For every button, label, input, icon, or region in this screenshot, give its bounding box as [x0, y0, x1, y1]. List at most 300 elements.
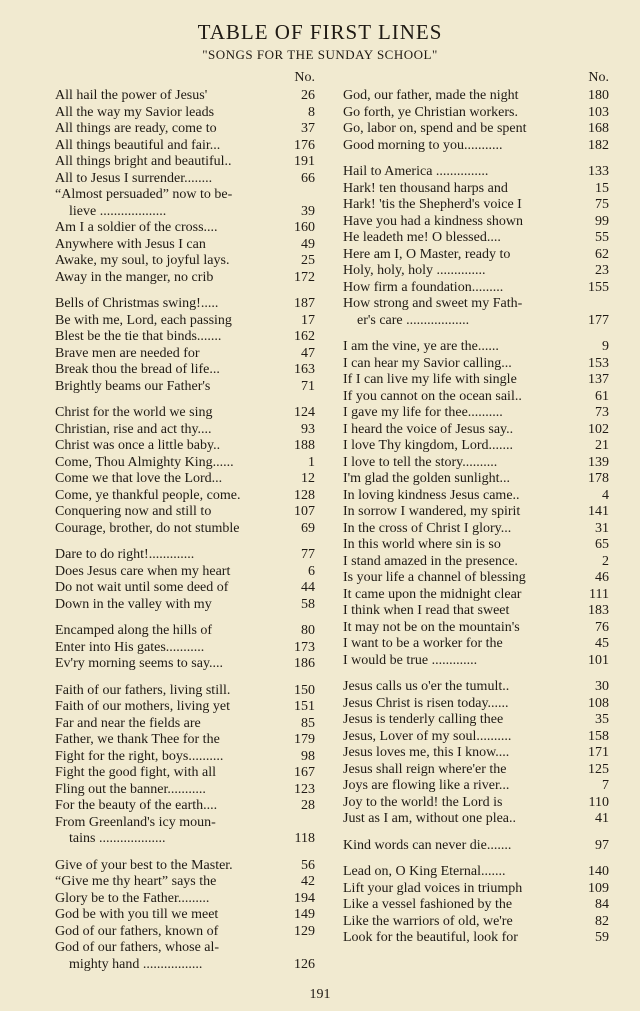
first-line-text: All things beautiful and fair... — [55, 137, 221, 153]
hymn-number: 139 — [588, 454, 609, 470]
hymn-number: 103 — [588, 104, 609, 120]
first-line-entry — [55, 699, 315, 716]
hymn-number: 126 — [294, 956, 315, 972]
hymn-number: 73 — [595, 405, 609, 420]
first-line-entry — [343, 729, 609, 746]
hymn-number: 28 — [301, 798, 315, 813]
first-line-entry — [55, 88, 315, 105]
hymn-number: 102 — [588, 421, 609, 437]
first-line-text: Go forth, ye Christian workers. — [343, 104, 518, 120]
hymn-number: 162 — [294, 329, 315, 344]
first-line-entry — [343, 356, 609, 373]
hymn-number: 186 — [294, 656, 315, 671]
first-line-entry — [55, 296, 315, 313]
first-line-entry — [55, 891, 315, 908]
first-line-text: I love Thy kingdom, Lord....... — [343, 438, 514, 453]
first-line-text: I gave my life for thee.......... — [343, 405, 503, 420]
first-line-entry — [343, 88, 609, 105]
first-line-text: Lead on, O King Eternal....... — [343, 864, 506, 879]
first-line-text: Come we that love the Lord... — [55, 471, 223, 486]
first-line-text: Fight the good fight, with all — [55, 765, 216, 780]
first-line-text: How firm a foundation......... — [343, 279, 504, 295]
hymn-number: 30 — [595, 679, 609, 694]
first-line-entry — [55, 405, 315, 422]
hymn-number: 172 — [294, 269, 315, 285]
first-line-entry — [343, 620, 609, 637]
first-line-text: er's care .................. — [357, 312, 470, 328]
hymn-number: 171 — [588, 745, 609, 760]
first-line-text: Christ for the world we sing — [55, 405, 213, 420]
first-line-entry — [55, 907, 315, 924]
group-spacer — [55, 286, 315, 296]
hymn-number: 71 — [301, 378, 315, 394]
hymn-number: 125 — [588, 761, 609, 777]
hymn-number: 39 — [301, 203, 315, 219]
hymn-number: 8 — [308, 104, 315, 120]
hymn-number: 124 — [294, 405, 315, 420]
first-line-text: Faith of our mothers, living yet — [55, 699, 230, 714]
first-line-text: It came upon the midnight clear — [343, 586, 522, 602]
first-line-text: All things bright and beautiful.. — [55, 154, 232, 169]
hymn-number: 23 — [595, 263, 609, 278]
hymn-number: 153 — [588, 355, 609, 371]
first-line-text: All hail the power of Jesus' — [55, 88, 208, 103]
group-spacer — [55, 537, 315, 547]
hymn-number: 17 — [301, 312, 315, 328]
first-line-text: Good morning to you........... — [343, 137, 503, 153]
hymn-number: 118 — [294, 831, 315, 846]
first-line-text: Give of your best to the Master. — [55, 857, 233, 873]
first-line-text: Come, ye thankful people, come. — [55, 487, 241, 503]
hymn-number: 25 — [301, 253, 315, 268]
first-line-text: Like a vessel fashioned by the — [343, 897, 513, 912]
first-line-entry — [55, 471, 315, 488]
hymn-number: 6 — [308, 563, 315, 579]
first-line-entry — [55, 253, 315, 270]
hymn-number: 111 — [589, 586, 609, 602]
hymn-number: 65 — [595, 537, 609, 552]
first-line-entry — [343, 247, 609, 264]
hymn-number: 84 — [595, 897, 609, 912]
first-line-entry — [55, 924, 315, 941]
hymn-number: 188 — [294, 438, 315, 453]
first-line-text: How strong and sweet my Fath- — [343, 296, 523, 311]
first-line-entry — [55, 683, 315, 700]
first-line-text: Anywhere with Jesus I can — [55, 236, 206, 252]
hymn-number: 173 — [294, 639, 315, 655]
first-line-entry — [55, 623, 315, 640]
hymn-number: 77 — [301, 547, 315, 562]
hymn-number: 133 — [588, 164, 609, 179]
first-line-text: If I can live my life with single — [343, 372, 517, 387]
first-line-text: Lift your glad voices in triumph — [343, 880, 523, 896]
hymn-number: 55 — [595, 230, 609, 245]
first-line-text: Brave men are needed for — [55, 345, 200, 361]
first-line-text: Jesus Christ is risen today...... — [343, 695, 509, 711]
right-column — [343, 68, 609, 947]
hymn-number: 97 — [595, 837, 609, 853]
first-line-text: Break thou the bread of life... — [55, 362, 220, 377]
first-line-text: Like the warriors of old, we're — [343, 913, 513, 929]
hymn-number: 44 — [301, 580, 315, 595]
first-line-entry — [343, 313, 609, 330]
first-line-entry — [55, 379, 315, 396]
hymn-number: 62 — [595, 246, 609, 262]
hymn-number: 1 — [308, 454, 315, 470]
first-line-entry — [55, 858, 315, 875]
first-line-text: Joy to the world! the Lord is — [343, 794, 503, 810]
hymn-number: 99 — [595, 213, 609, 229]
hymn-number: 149 — [294, 907, 315, 922]
hymn-number: 35 — [595, 712, 609, 727]
first-line-entry — [343, 778, 609, 795]
hymn-number: 47 — [301, 345, 315, 361]
first-line-entry — [55, 732, 315, 749]
first-line-entry — [55, 270, 315, 287]
first-line-entry — [343, 696, 609, 713]
first-line-entry — [343, 280, 609, 297]
hymn-number: 61 — [595, 388, 609, 404]
first-line-entry — [343, 263, 609, 280]
first-line-text: Faith of our fathers, living still. — [55, 682, 231, 698]
first-line-text: Am I a soldier of the cross.... — [55, 220, 218, 235]
first-line-entry — [55, 765, 315, 782]
hymn-number: 66 — [301, 170, 315, 186]
first-line-text: Does Jesus care when my heart — [55, 563, 231, 579]
first-line-entry — [343, 570, 609, 587]
hymn-number: 180 — [588, 88, 609, 103]
first-line-text: Come, Thou Almighty King...... — [55, 454, 234, 470]
first-line-entry — [343, 603, 609, 620]
hymn-number: 56 — [301, 857, 315, 873]
group-spacer — [55, 395, 315, 405]
first-line-entry — [343, 471, 609, 488]
hymn-number: 123 — [294, 781, 315, 797]
group-spacer — [343, 669, 609, 679]
first-line-text: Conquering now and still to — [55, 504, 212, 519]
first-line-entry — [55, 831, 315, 848]
first-line-entry — [343, 455, 609, 472]
group-spacer — [343, 329, 609, 339]
left-column — [55, 68, 315, 973]
first-line-entry — [343, 521, 609, 538]
first-line-entry — [55, 154, 315, 171]
hymn-number: 98 — [301, 748, 315, 764]
hymn-number: 191 — [294, 154, 315, 169]
first-line-text: All things are ready, come to — [55, 121, 217, 136]
first-line-text: Hark! ten thousand harps and — [343, 180, 508, 196]
first-line-text: God of our fathers, whose al- — [55, 940, 220, 955]
group-spacer — [55, 613, 315, 623]
hymn-number: 167 — [294, 765, 315, 780]
first-line-text: He leadeth me! O blessed.... — [343, 230, 501, 245]
page-title: TABLE OF FIRST LINES — [197, 20, 443, 44]
first-line-text: Is your life a channel of blessing — [343, 570, 526, 585]
hymn-number: 46 — [595, 570, 609, 585]
first-line-text: mighty hand ................. — [69, 956, 203, 972]
first-line-entry — [55, 187, 315, 204]
first-line-entry — [343, 488, 609, 505]
first-line-entry — [343, 636, 609, 653]
first-line-entry — [343, 864, 609, 881]
hymn-number: 9 — [602, 339, 609, 354]
first-line-text: Dare to do right!............. — [55, 547, 195, 562]
first-line-entry — [55, 422, 315, 439]
hymn-number: 150 — [294, 682, 315, 698]
hymn-number: 178 — [588, 471, 609, 486]
first-line-text: Christian, rise and act thy.... — [55, 421, 212, 437]
first-line-text: Hail to America ............... — [343, 164, 489, 179]
first-line-text: Just as I am, without one plea.. — [343, 811, 517, 826]
first-line-entry — [55, 716, 315, 733]
hymn-number: 26 — [301, 88, 315, 103]
hymn-number: 69 — [301, 520, 315, 536]
first-line-entry — [343, 296, 609, 313]
hymn-number: 128 — [294, 487, 315, 503]
first-line-text: I'm glad the golden sunlight... — [343, 471, 511, 486]
hymn-number: 137 — [588, 372, 609, 387]
first-line-text: lieve ................... — [69, 203, 167, 219]
first-line-entry — [55, 138, 315, 155]
hymn-number: 49 — [301, 236, 315, 252]
first-line-entry — [55, 171, 315, 188]
first-line-entry — [343, 105, 609, 122]
first-line-entry — [343, 504, 609, 521]
first-line-entry — [343, 653, 609, 670]
hymn-number: 183 — [588, 603, 609, 618]
first-line-text: Jesus loves me, this I know.... — [343, 745, 510, 760]
first-line-entry — [55, 313, 315, 330]
hymn-number: 187 — [294, 296, 315, 311]
hymn-number: 177 — [588, 312, 609, 328]
hymn-number: 41 — [595, 811, 609, 826]
hymn-number: 160 — [294, 220, 315, 235]
hymn-number: 155 — [588, 279, 609, 295]
hymn-number: 21 — [595, 438, 609, 453]
group-spacer — [55, 673, 315, 683]
first-line-entry — [343, 181, 609, 198]
hymn-number: 110 — [588, 794, 609, 810]
first-line-text: Go, labor on, spend and be spent — [343, 121, 527, 136]
first-line-entry — [55, 204, 315, 221]
hymn-number: 109 — [588, 880, 609, 896]
first-line-text: Joys are flowing like a river... — [343, 778, 510, 793]
first-line-entry — [343, 121, 609, 138]
first-line-text: I would be true ............. — [343, 652, 478, 668]
first-line-entry — [343, 745, 609, 762]
first-line-entry — [55, 597, 315, 614]
hymn-number: 194 — [294, 890, 315, 906]
first-line-entry — [55, 329, 315, 346]
first-line-text: In this world where sin is so — [343, 537, 501, 552]
first-line-entry — [343, 897, 609, 914]
first-line-entry — [55, 488, 315, 505]
first-line-text: God, our father, made the night — [343, 88, 519, 103]
first-line-text: Kind words can never die....... — [343, 837, 512, 853]
group-spacer — [343, 154, 609, 164]
first-line-text: In the cross of Christ I glory... — [343, 520, 512, 536]
hymn-number: 179 — [294, 732, 315, 747]
first-line-text: Jesus calls us o'er the tumult.. — [343, 679, 510, 694]
first-line-entry — [55, 640, 315, 657]
hymn-number: 76 — [595, 619, 609, 635]
first-line-text: I can hear my Savior calling... — [343, 355, 512, 371]
first-line-entry — [55, 782, 315, 799]
first-line-text: I want to be a worker for the — [343, 636, 503, 651]
hymn-number: 80 — [301, 623, 315, 638]
first-line-text: I love to tell the story.......... — [343, 454, 498, 470]
first-line-entry — [55, 121, 315, 138]
first-line-entry — [55, 547, 315, 564]
first-line-text: Blest be the tie that binds....... — [55, 329, 222, 344]
first-line-text: Have you had a kindness shown — [343, 213, 524, 229]
hymn-number: 45 — [595, 636, 609, 651]
first-line-entry — [55, 656, 315, 673]
first-line-entry — [55, 220, 315, 237]
first-line-text: Far and near the fields are — [55, 715, 201, 731]
first-line-text: Down in the valley with my — [55, 596, 212, 612]
first-line-text: I heard the voice of Jesus say.. — [343, 421, 514, 437]
first-line-text: “Almost persuaded” now to be- — [55, 187, 233, 202]
first-line-entry — [343, 405, 609, 422]
group-spacer — [343, 828, 609, 838]
first-line-text: I think when I read that sweet — [343, 603, 510, 618]
first-line-entry — [55, 815, 315, 832]
hymn-number: 7 — [602, 778, 609, 793]
first-line-entry — [55, 362, 315, 379]
first-line-text: If you cannot on the ocean sail.. — [343, 388, 522, 404]
first-line-text: Courage, brother, do not stumble — [55, 520, 240, 536]
hymn-number: 101 — [588, 652, 609, 668]
first-line-entry — [343, 438, 609, 455]
first-line-entry — [55, 957, 315, 974]
hymn-number: 151 — [294, 699, 315, 714]
first-line-text: Enter into His gates........... — [55, 639, 205, 655]
first-line-entry — [343, 389, 609, 406]
first-line-entry — [55, 504, 315, 521]
first-line-entry — [343, 214, 609, 231]
first-line-entry — [343, 881, 609, 898]
first-line-text: Jesus is tenderly calling thee — [343, 712, 504, 727]
first-line-text: In sorrow I wandered, my spirit — [343, 504, 521, 519]
first-line-text: Ev'ry morning seems to say.... — [55, 656, 224, 671]
first-line-text: Encamped along the hills of — [55, 623, 213, 638]
first-line-text: Christ was once a little baby.. — [55, 438, 221, 453]
hymn-number: 75 — [595, 197, 609, 212]
hymn-number: 12 — [301, 471, 315, 486]
first-line-entry — [343, 679, 609, 696]
first-line-entry — [55, 105, 315, 122]
hymn-number: 2 — [602, 553, 609, 569]
hymn-number: 31 — [595, 520, 609, 536]
first-line-text: Hark! 'tis the Shepherd's voice I — [343, 197, 522, 212]
first-line-entry — [343, 197, 609, 214]
first-line-entry — [55, 580, 315, 597]
first-line-entry — [343, 537, 609, 554]
hymn-number: 82 — [595, 913, 609, 929]
first-line-entry — [343, 914, 609, 931]
first-line-entry — [55, 346, 315, 363]
first-line-entry — [343, 587, 609, 604]
first-line-text: All the way my Savior leads — [55, 104, 215, 120]
hymn-number: 58 — [301, 596, 315, 612]
first-line-entry — [55, 749, 315, 766]
first-line-text: Fight for the right, boys.......... — [55, 748, 224, 764]
group-spacer — [343, 854, 609, 864]
first-line-entry — [55, 940, 315, 957]
hymn-number: 42 — [301, 874, 315, 889]
first-line-entry — [343, 930, 609, 947]
first-line-text: In loving kindness Jesus came.. — [343, 487, 520, 503]
right-number-header: No. — [588, 70, 609, 85]
hymn-number: 107 — [294, 504, 315, 519]
hymn-number: 168 — [588, 121, 609, 136]
first-line-entry — [55, 874, 315, 891]
first-line-entry — [55, 521, 315, 538]
first-line-entry — [343, 838, 609, 855]
first-line-text: I stand amazed in the presence. — [343, 553, 518, 569]
first-line-entry — [343, 422, 609, 439]
left-number-header: No. — [294, 70, 315, 85]
first-line-entry — [343, 795, 609, 812]
page-number: 191 — [309, 987, 331, 1002]
hymn-number: 129 — [294, 923, 315, 939]
first-line-entry — [343, 372, 609, 389]
first-line-text: Brightly beams our Father's — [55, 378, 211, 394]
page-subtitle: "SONGS FOR THE SUNDAY SCHOOL" — [202, 47, 438, 62]
first-line-text: Fling out the banner........... — [55, 781, 206, 797]
first-line-text: For the beauty of the earth.... — [55, 798, 218, 813]
first-line-entry — [55, 564, 315, 581]
first-line-text: God be with you till we meet — [55, 907, 219, 922]
first-line-entry — [343, 554, 609, 571]
first-line-text: Here am I, O Master, ready to — [343, 246, 511, 262]
first-line-text: “Give me thy heart” says the — [55, 874, 217, 889]
hymn-number: 93 — [301, 421, 315, 437]
first-line-entry — [343, 230, 609, 247]
hymn-number: 158 — [588, 728, 609, 744]
first-line-text: All to Jesus I surrender........ — [55, 170, 213, 186]
hymn-number: 176 — [294, 137, 315, 153]
hymn-number: 4 — [602, 487, 609, 503]
group-spacer — [55, 848, 315, 858]
hymn-number: 15 — [595, 180, 609, 196]
first-line-text: It may not be on the mountain's — [343, 619, 520, 635]
first-line-entry — [343, 762, 609, 779]
first-line-entry — [55, 438, 315, 455]
first-line-text: Awake, my soul, to joyful lays. — [55, 253, 230, 268]
first-line-entry — [343, 712, 609, 729]
first-line-text: Jesus shall reign where'er the — [343, 761, 507, 777]
first-line-text: Bells of Christmas swing!..... — [55, 296, 219, 311]
first-line-text: Away in the manger, no crib — [55, 269, 214, 285]
first-line-entry — [55, 237, 315, 254]
first-line-text: Be with me, Lord, each passing — [55, 312, 232, 328]
hymn-number: 108 — [588, 695, 609, 711]
hymn-number: 182 — [588, 137, 609, 153]
hymn-number: 59 — [595, 930, 609, 945]
first-line-text: Holy, holy, holy .............. — [343, 263, 486, 278]
hymn-number: 37 — [301, 121, 315, 136]
first-line-text: God of our fathers, known of — [55, 923, 219, 939]
hymn-number: 140 — [588, 864, 609, 879]
hymn-number: 163 — [294, 362, 315, 377]
first-line-entry — [343, 164, 609, 181]
first-line-text: Do not wait until some deed of — [55, 580, 229, 595]
first-line-entry — [55, 455, 315, 472]
hymn-number: 85 — [301, 715, 315, 731]
first-line-text: I am the vine, ye are the...... — [343, 339, 499, 354]
